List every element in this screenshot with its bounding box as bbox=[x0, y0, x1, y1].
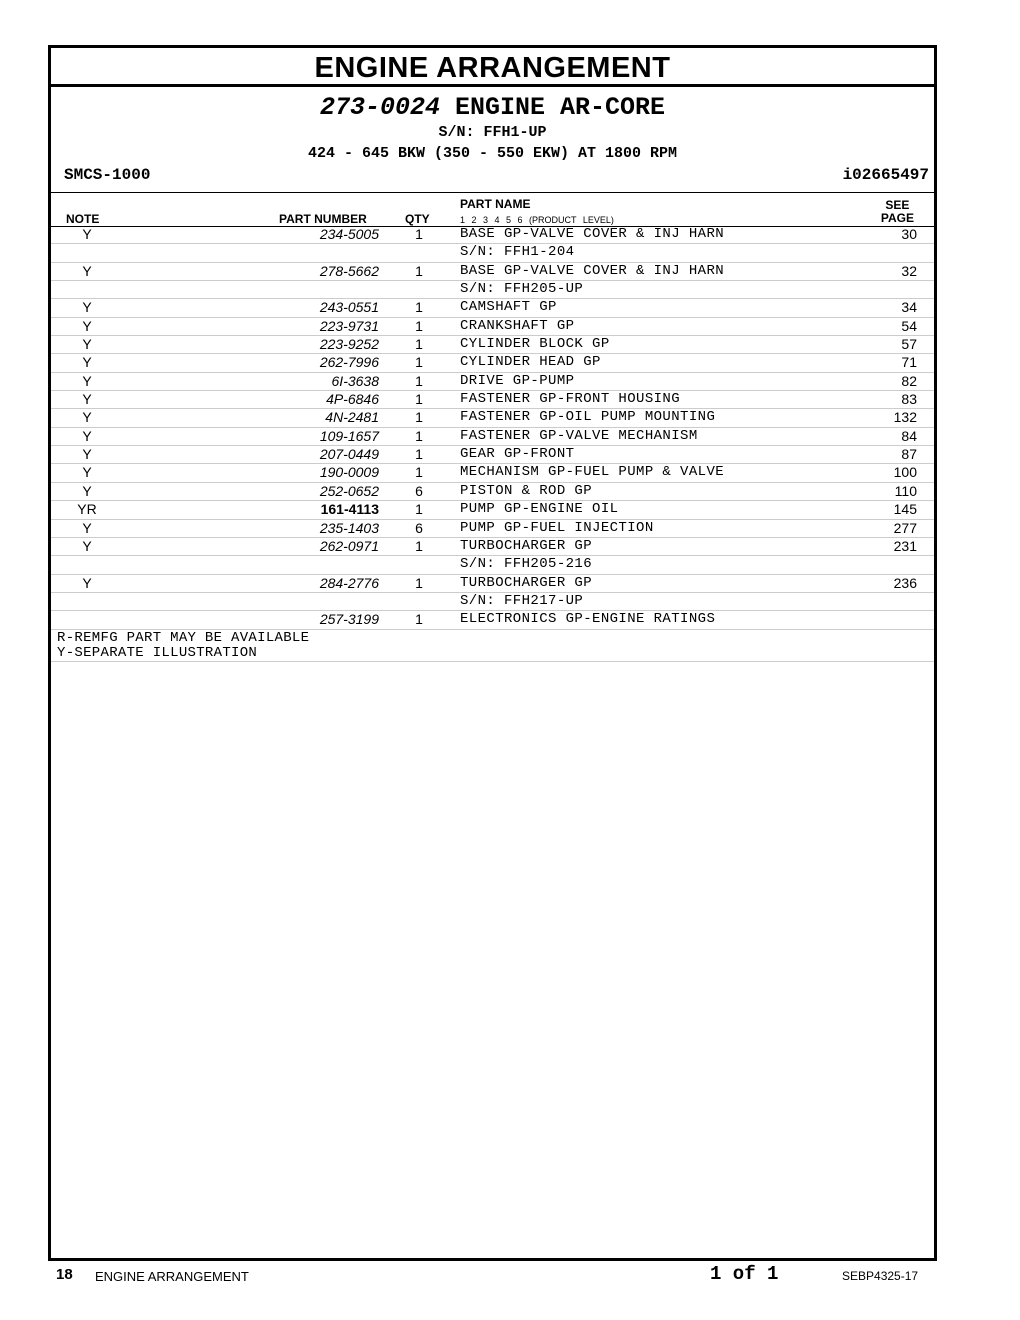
legend-separate: Y-SEPARATE ILLUSTRATION bbox=[57, 645, 258, 661]
row-part-name: CYLINDER BLOCK GP bbox=[460, 336, 610, 353]
row-note: Y bbox=[82, 537, 92, 554]
column-see-page bbox=[881, 199, 914, 225]
row-part-name: TURBOCHARGER GP bbox=[460, 537, 593, 554]
row-see-page: 57 bbox=[901, 336, 917, 353]
row-qty: 1 bbox=[415, 336, 423, 353]
row-qty: 1 bbox=[415, 501, 423, 518]
row-part-name: S/N: FFH217-UP bbox=[460, 592, 584, 609]
row-part-name: PUMP GP-FUEL INJECTION bbox=[460, 519, 654, 536]
row-part-name: BASE GP-VALVE COVER & INJ HARN bbox=[460, 262, 725, 279]
row-see-page: 277 bbox=[893, 519, 917, 536]
row-part-number: 235-1403 bbox=[319, 519, 379, 536]
row-part-number: 234-5005 bbox=[319, 226, 379, 242]
legend-divider bbox=[51, 661, 934, 662]
footer-section: ENGINE ARRANGEMENT bbox=[95, 1269, 249, 1284]
row-part-name: MECHANISM GP-FUEL PUMP & VALVE bbox=[460, 464, 725, 481]
row-see-page: 87 bbox=[901, 446, 917, 463]
table-row bbox=[51, 520, 934, 538]
row-see-page: 83 bbox=[901, 391, 917, 408]
row-part-number: 243-0551 bbox=[319, 299, 379, 316]
row-qty: 1 bbox=[415, 427, 423, 444]
row-note: Y bbox=[82, 226, 92, 242]
row-part-name: GEAR GP-FRONT bbox=[460, 446, 575, 463]
table-row bbox=[51, 318, 934, 336]
row-part-number: 262-0971 bbox=[319, 537, 379, 554]
row-note: Y bbox=[82, 519, 92, 536]
row-qty: 1 bbox=[415, 372, 423, 389]
column-part-number: PART NUMBER bbox=[279, 212, 367, 226]
row-part-name: PUMP GP-ENGINE OIL bbox=[460, 501, 619, 518]
table-row bbox=[51, 464, 934, 482]
row-part-name: ELECTRONICS GP-ENGINE RATINGS bbox=[460, 611, 716, 628]
table-row bbox=[51, 611, 934, 629]
row-part-name: FASTENER GP-OIL PUMP MOUNTING bbox=[460, 409, 716, 426]
group-heading bbox=[51, 93, 934, 123]
row-note: Y bbox=[82, 354, 92, 371]
row-part-name: DRIVE GP-PUMP bbox=[460, 372, 575, 389]
group-part-number: 273-0024 bbox=[319, 93, 440, 122]
row-see-page: 231 bbox=[893, 537, 917, 554]
row-part-name: S/N: FFH1-204 bbox=[460, 244, 575, 261]
row-part-number: 4P-6846 bbox=[326, 391, 379, 408]
row-qty: 1 bbox=[415, 574, 423, 591]
row-note: YR bbox=[77, 501, 97, 518]
row-see-page: 54 bbox=[901, 317, 917, 334]
row-part-name: TURBOCHARGER GP bbox=[460, 574, 593, 591]
row-note: Y bbox=[82, 299, 92, 316]
row-qty: 1 bbox=[415, 409, 423, 426]
table-row bbox=[51, 299, 934, 317]
column-note: NOTE bbox=[66, 212, 100, 226]
row-see-page: 110 bbox=[894, 482, 917, 499]
row-note: Y bbox=[82, 464, 92, 481]
column-qty: QTY bbox=[405, 212, 430, 226]
smcs-code: SMCS-1000 bbox=[64, 166, 151, 184]
table-row bbox=[51, 391, 934, 409]
footer-page-number: 18 bbox=[56, 1266, 73, 1283]
row-qty: 1 bbox=[415, 354, 423, 371]
parts-table bbox=[51, 226, 934, 630]
table-row bbox=[51, 281, 934, 299]
column-product-levels: 1 2 3 4 5 6 (PRODUCT LEVEL) bbox=[460, 215, 614, 225]
table-row bbox=[51, 336, 934, 354]
row-note: Y bbox=[82, 427, 92, 444]
row-part-name: FASTENER GP-FRONT HOUSING bbox=[460, 391, 681, 408]
row-note: Y bbox=[82, 372, 92, 389]
row-note: Y bbox=[82, 391, 92, 408]
table-row bbox=[51, 593, 934, 611]
table-row bbox=[51, 428, 934, 446]
row-part-number: 109-1657 bbox=[319, 427, 379, 444]
row-see-page: 34 bbox=[901, 299, 917, 316]
table-row bbox=[51, 446, 934, 464]
row-see-page: 236 bbox=[893, 574, 917, 591]
row-qty: 6 bbox=[415, 482, 423, 499]
row-note: Y bbox=[82, 409, 92, 426]
table-row bbox=[51, 226, 934, 244]
row-qty: 1 bbox=[415, 226, 423, 242]
table-row bbox=[51, 263, 934, 281]
row-part-number: 223-9731 bbox=[319, 317, 379, 334]
row-part-name: S/N: FFH205-216 bbox=[460, 556, 593, 573]
row-qty: 6 bbox=[415, 519, 423, 536]
table-row bbox=[51, 244, 934, 262]
row-note: Y bbox=[82, 262, 92, 279]
row-part-number: 284-2776 bbox=[319, 574, 379, 591]
row-qty: 1 bbox=[415, 299, 423, 316]
row-note: Y bbox=[82, 482, 92, 499]
footer-page-count: 1 of 1 bbox=[710, 1263, 779, 1285]
row-qty: 1 bbox=[415, 317, 423, 334]
row-part-number: 161-4113 bbox=[320, 501, 379, 518]
row-part-number: 223-9252 bbox=[319, 336, 379, 353]
row-part-name: CAMSHAFT GP bbox=[460, 299, 557, 316]
row-part-name: S/N: FFH205-UP bbox=[460, 281, 584, 298]
row-qty: 1 bbox=[415, 262, 423, 279]
table-row bbox=[51, 556, 934, 574]
row-qty: 1 bbox=[415, 537, 423, 554]
row-see-page: 82 bbox=[901, 372, 917, 389]
row-part-number: 252-0652 bbox=[319, 482, 379, 499]
row-part-number: 4N-2481 bbox=[325, 409, 379, 426]
table-header bbox=[51, 192, 934, 227]
row-part-name: FASTENER GP-VALVE MECHANISM bbox=[460, 427, 698, 444]
group-part-name: ENGINE AR-CORE bbox=[455, 93, 666, 122]
row-qty: 1 bbox=[415, 611, 423, 628]
row-see-page: 132 bbox=[893, 409, 917, 426]
row-note: Y bbox=[82, 336, 92, 353]
row-qty: 1 bbox=[415, 391, 423, 408]
page-title: ENGINE ARRANGEMENT bbox=[51, 48, 934, 87]
table-row bbox=[51, 409, 934, 427]
row-see-page: 100 bbox=[893, 464, 917, 481]
column-part-name: PART NAME bbox=[460, 197, 531, 211]
illustration-id: i02665497 bbox=[842, 166, 929, 184]
legend-remfg: R-REMFG PART MAY BE AVAILABLE bbox=[57, 630, 310, 646]
row-part-number: 207-0449 bbox=[319, 446, 379, 463]
row-qty: 1 bbox=[415, 464, 423, 481]
row-note: Y bbox=[82, 574, 92, 591]
row-see-page: 145 bbox=[893, 501, 917, 518]
page-footer bbox=[0, 1262, 1020, 1292]
page-frame bbox=[48, 45, 937, 1261]
row-part-name: PISTON & ROD GP bbox=[460, 482, 593, 499]
table-row bbox=[51, 501, 934, 519]
row-part-number: 190-0009 bbox=[319, 464, 379, 481]
table-row bbox=[51, 373, 934, 391]
row-see-page: 84 bbox=[901, 427, 917, 444]
row-part-name: CYLINDER HEAD GP bbox=[460, 354, 601, 371]
table-row bbox=[51, 538, 934, 556]
row-part-number: 278-5662 bbox=[319, 262, 379, 279]
row-part-number: 262-7996 bbox=[319, 354, 379, 371]
column-page: PAGE bbox=[880, 211, 914, 225]
row-note: Y bbox=[82, 446, 92, 463]
row-part-name: CRANKSHAFT GP bbox=[460, 317, 575, 334]
serial-range: S/N: FFH1-UP bbox=[438, 124, 547, 141]
table-row bbox=[51, 575, 934, 593]
legend bbox=[57, 631, 309, 661]
table-row bbox=[51, 483, 934, 501]
row-part-number: 257-3199 bbox=[319, 611, 379, 628]
row-part-name: BASE GP-VALVE COVER & INJ HARN bbox=[460, 226, 725, 242]
row-note: Y bbox=[82, 317, 92, 334]
column-see: SEE bbox=[885, 198, 910, 212]
row-see-page: 32 bbox=[901, 262, 917, 279]
row-part-number: 6I-3638 bbox=[331, 372, 379, 389]
group-header bbox=[51, 87, 934, 163]
table-row bbox=[51, 354, 934, 372]
footer-doc-number: SEBP4325-17 bbox=[842, 1269, 919, 1283]
engine-rating: 424 - 645 BKW (350 - 550 EKW) AT 1800 RPM bbox=[307, 145, 678, 162]
row-see-page: 30 bbox=[901, 226, 917, 242]
row-see-page: 71 bbox=[901, 354, 917, 371]
row-qty: 1 bbox=[415, 446, 423, 463]
